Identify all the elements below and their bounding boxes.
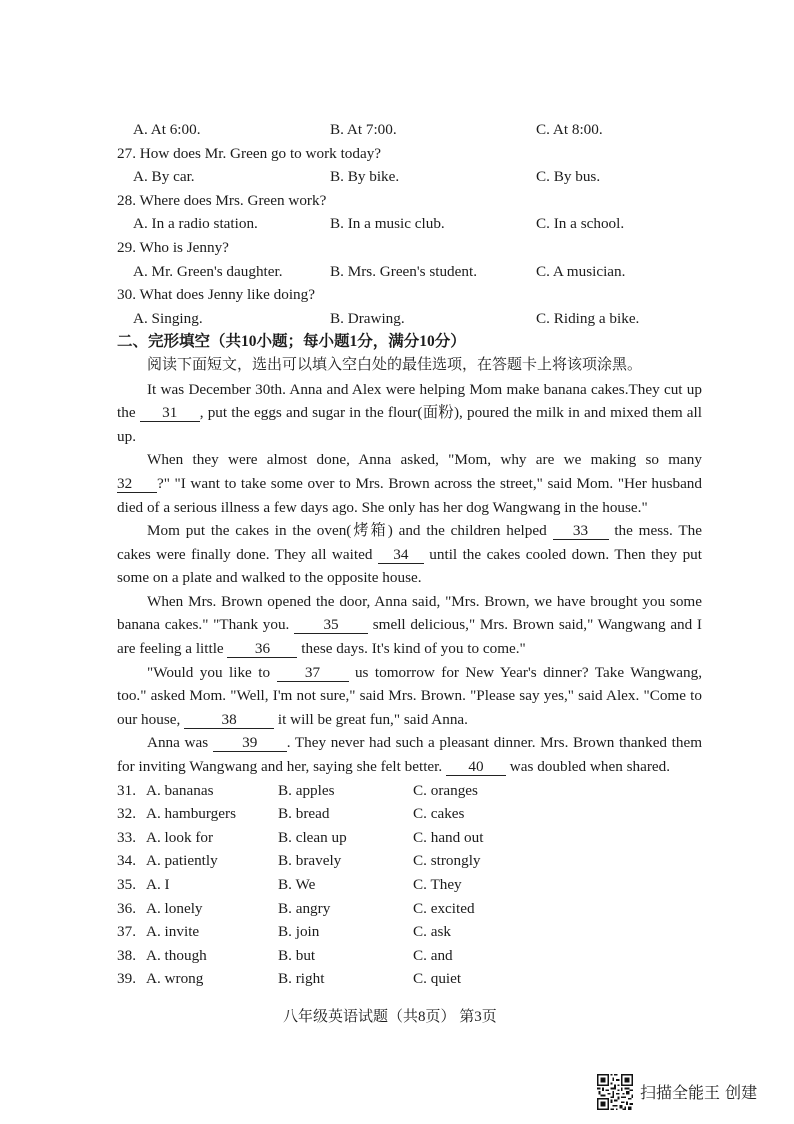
- option-b: B. At 7:00.: [330, 121, 397, 138]
- section-heading: 二、完形填空（共10小题；每小题1分，满分10分）: [117, 333, 466, 351]
- option-a: A. By car.: [133, 168, 195, 186]
- passage-text: cakes were finally done. They all waited: [117, 545, 378, 563]
- choice-option-a: A. bananas: [146, 781, 214, 799]
- question-row: [0, 283, 794, 307]
- choice-option-a: A. wrong: [146, 970, 204, 988]
- passage-line: [117, 755, 702, 779]
- question-text: 30. What does Jenny like doing?: [117, 286, 315, 304]
- option-c: C. A musician.: [536, 262, 626, 280]
- page-content: [0, 118, 794, 991]
- choice-row: [0, 779, 794, 803]
- choice-row: [0, 802, 794, 826]
- section-instruction: 阅读下面短文，选出可以填入空白处的最佳选项，在答题卡上将该项涂黑。: [147, 356, 643, 373]
- question-row: [0, 189, 794, 213]
- choice-option-a: A. invite: [146, 923, 200, 941]
- passage-text: too." asked Mom. "Well, I'm not sure," said Mrs. Brown. "Please say yes," said Alex. "Come to: [117, 687, 702, 705]
- passage-line: [117, 425, 702, 449]
- passage-text: these days. It's kind of you to come.": [297, 640, 526, 658]
- choice-option-b: B. but: [278, 946, 316, 964]
- choice-option-b: B. bread: [278, 805, 330, 823]
- passage-line: [117, 708, 702, 732]
- choice-option-b: B. bravely: [278, 852, 342, 870]
- question-text: 29. Who is Jenny?: [117, 238, 229, 256]
- question-text: 28. Where does Mrs. Green work?: [117, 191, 327, 209]
- passage-text: the: [117, 404, 140, 422]
- blank-32: 32: [117, 476, 157, 493]
- passage-line: [117, 472, 702, 496]
- choice-row: [0, 849, 794, 873]
- blank-36: 36: [227, 641, 297, 658]
- option-row: [0, 118, 794, 142]
- option-a: A. Mr. Green's daughter.: [133, 262, 283, 280]
- choice-option-c: C. excited: [413, 899, 475, 917]
- passage-line: [117, 613, 702, 637]
- passage-text: for inviting Wangwang and her, saying she felt better.: [117, 758, 446, 776]
- option-a: A. At 6:00.: [133, 121, 201, 138]
- passage-text: When Mrs. Brown opened the door, Anna said, "Mrs. Brown, we have brought you some: [147, 592, 702, 610]
- scanner-app-text: 扫描全能王 创建: [640, 1083, 758, 1102]
- choice-option-b: B. join: [278, 923, 320, 941]
- passage-text: died of a serious illness a few days ago. She only has her dog Wangwang in the house.": [117, 498, 648, 516]
- passage-text: Mom put the cakes in the oven(烤箱) and the children helped: [147, 522, 553, 540]
- blank-34: 34: [378, 547, 424, 564]
- blank-39: 39: [213, 735, 287, 752]
- passage-line: [117, 661, 702, 685]
- cloze-choices: [0, 779, 794, 991]
- blank-35: 35: [294, 617, 368, 634]
- option-c: C. Riding a bike.: [536, 309, 640, 327]
- choice-option-a: A. hamburgers: [146, 805, 236, 823]
- blank-31: 31: [140, 405, 200, 422]
- passage-text: us tomorrow for New Year's dinner? Take Wangwang,: [348, 663, 702, 681]
- choice-option-c: C. oranges: [413, 781, 478, 799]
- option-a: A. In a radio station.: [133, 215, 258, 233]
- choice-number: 31.: [117, 781, 136, 799]
- choice-option-b: B. We: [278, 876, 316, 893]
- passage-text: When they were almost done, Anna asked, "Mom, why are we making so many: [147, 451, 702, 469]
- cloze-passage: [0, 378, 794, 779]
- passage-line: [117, 378, 702, 402]
- choice-number: 39.: [117, 970, 136, 988]
- passage-text: was doubled when shared.: [505, 758, 671, 776]
- option-a: A. Singing.: [133, 309, 203, 327]
- option-c: C. In a school.: [536, 215, 625, 233]
- page-footer: 八年级英语试题（共8页） 第3页: [283, 1009, 497, 1025]
- choice-number: 32.: [117, 805, 136, 823]
- passage-text: are feeling a little: [117, 640, 228, 658]
- passage-text: our house,: [117, 710, 185, 728]
- passage-line: [117, 519, 702, 543]
- choice-option-c: C. ask: [413, 923, 451, 941]
- choice-number: 35.: [117, 876, 136, 893]
- passage-line: [117, 543, 702, 567]
- choice-option-c: C. strongly: [413, 852, 481, 870]
- passage-text: "Would you like to: [147, 663, 277, 681]
- option-row: [0, 260, 794, 284]
- choice-option-a: A. lonely: [146, 899, 203, 917]
- choice-option-c: C. and: [413, 946, 453, 964]
- choice-option-a: A. look for: [146, 828, 214, 846]
- choice-number: 33.: [117, 828, 136, 846]
- choice-row: [0, 944, 794, 968]
- passage-text: smell delicious," Mrs. Brown said," Wangwang and I: [368, 616, 702, 634]
- choice-option-b: B. apples: [278, 781, 335, 799]
- passage-text: up.: [117, 427, 136, 445]
- option-row: [0, 307, 794, 331]
- passage-line: [117, 637, 702, 661]
- passage-text: until the cakes cooled down. Then they put: [423, 545, 702, 563]
- choice-row: [0, 920, 794, 944]
- passage-line: [117, 448, 702, 472]
- question-row: [0, 236, 794, 260]
- choice-number: 34.: [117, 852, 136, 870]
- passage-line: [117, 590, 702, 614]
- blank-37: 37: [277, 665, 349, 682]
- passage-text: It was December 30th. Anna and Alex were helping Mom make banana cakes.They cut up: [147, 380, 702, 398]
- passage-line: [117, 566, 702, 590]
- qr-code-icon: [597, 1074, 633, 1110]
- choice-row: [0, 826, 794, 850]
- passage-text: ?" "I want to take some over to Mrs. Brown across the street," said Mom. "Her husband: [157, 474, 702, 492]
- choice-option-a: A. patiently: [146, 852, 218, 870]
- passage-text: some on a plate and walked to the opposite house.: [117, 569, 422, 587]
- blank-33: 33: [553, 523, 609, 540]
- passage-text: it will be great fun," said Anna.: [274, 710, 468, 728]
- choice-option-c: C. quiet: [413, 970, 462, 988]
- option-row: [0, 212, 794, 236]
- cloze-section: [0, 330, 794, 991]
- option-row: [0, 165, 794, 189]
- listening-questions: [0, 118, 794, 330]
- choice-option-b: B. clean up: [278, 828, 347, 846]
- choice-row: [0, 873, 794, 897]
- choice-number: 37.: [117, 923, 136, 941]
- choice-option-a: A. I: [146, 876, 170, 893]
- passage-line: [117, 731, 702, 755]
- passage-line: [117, 684, 702, 708]
- passage-text: . They never had such a pleasant dinner. Mrs. Brown thanked them: [286, 734, 703, 752]
- option-b: B. In a music club.: [330, 215, 445, 233]
- option-c: C. By bus.: [536, 168, 601, 186]
- passage-text: banana cakes." "Thank you.: [117, 616, 295, 634]
- choice-row: [0, 967, 794, 991]
- passage-text: the mess. The: [608, 522, 702, 540]
- blank-38: 38: [184, 712, 274, 729]
- choice-option-b: B. angry: [278, 899, 331, 917]
- choice-row: [0, 897, 794, 921]
- option-b: B. Mrs. Green's student.: [330, 262, 478, 280]
- blank-40: 40: [446, 759, 506, 776]
- choice-option-c: C. cakes: [413, 805, 465, 823]
- passage-line: [117, 401, 702, 425]
- option-b: B. Drawing.: [330, 309, 405, 327]
- choice-option-a: A. though: [146, 946, 207, 964]
- choice-number: 36.: [117, 899, 136, 917]
- choice-option-b: B. right: [278, 970, 325, 988]
- passage-text: , put the eggs and sugar in the flour(面粉), poured the milk in and mixed them all: [199, 404, 702, 422]
- passage-line: [117, 496, 702, 520]
- choice-option-c: C. hand out: [413, 828, 484, 846]
- option-c: C. At 8:00.: [536, 121, 603, 138]
- choice-number: 38.: [117, 946, 136, 964]
- option-b: B. By bike.: [330, 168, 400, 186]
- choice-option-c: C. They: [413, 876, 462, 893]
- passage-text: Anna was: [147, 734, 213, 752]
- question-row: [0, 142, 794, 166]
- question-text: 27. How does Mr. Green go to work today?: [117, 144, 382, 162]
